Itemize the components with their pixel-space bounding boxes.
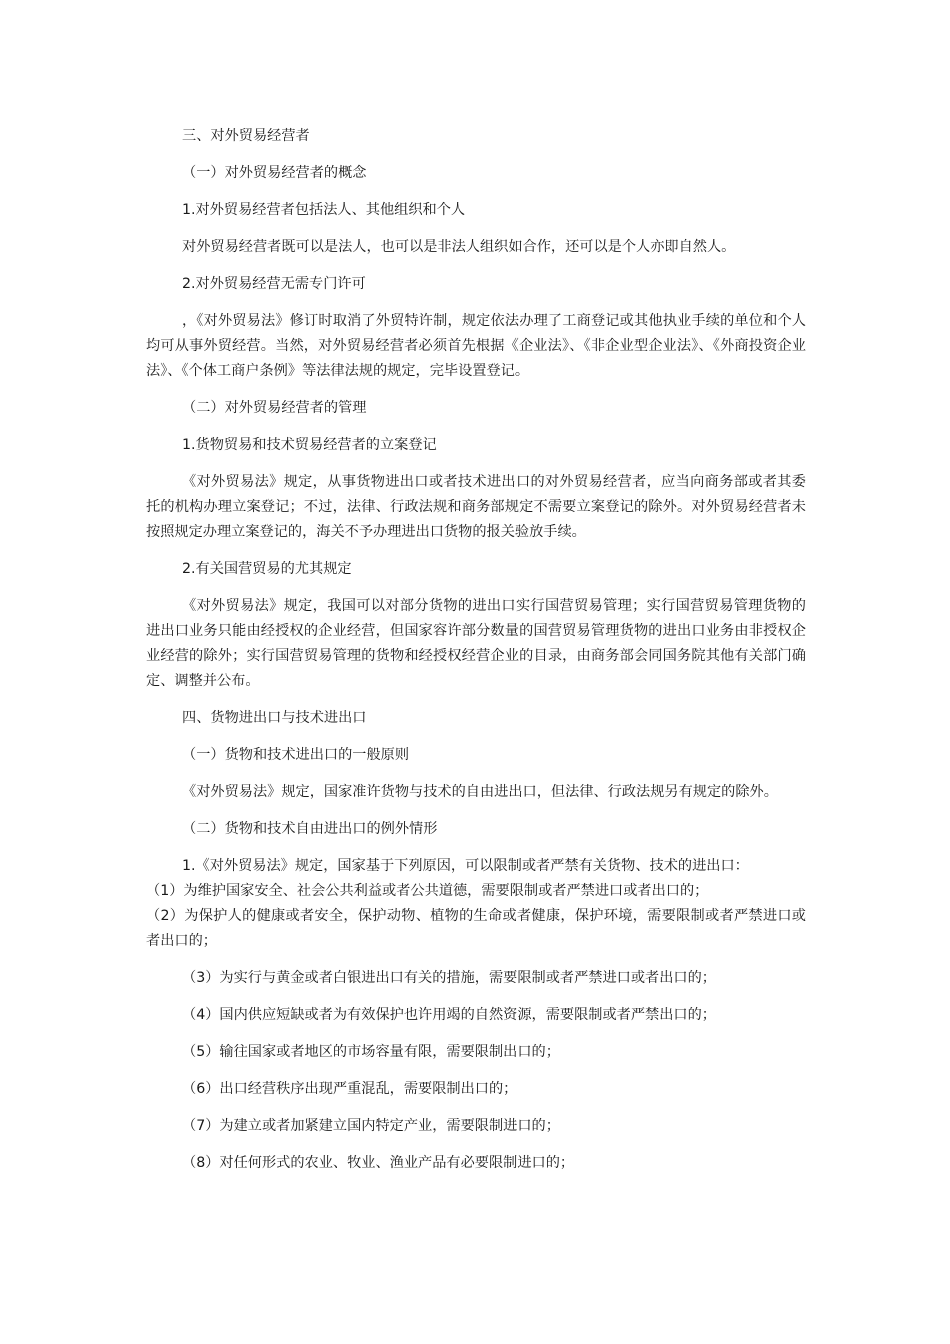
list-item: （4）国内供应短缺或者为有效保护也许用竭的自然资源，需要限制或者严禁出口的； [182,1007,716,1023]
body-paragraph: 《对外贸易法》规定，我国可以对部分货物的进出口实行国营贸易管理；实行国营贸易管理货物的进出口业务只能由经授权的企业经营，但国家容许部分数量的国营贸易管理货物的进出口业务由非授权企业经营的除外；实行国营贸易管理的货物和经授权经营企业的目录，由商务部会同国务院其他有关部门确定、调整并公布。 [146,598,806,689]
list-item: （6）出口经营秩序出现严重混乱，需要限制出口的； [182,1081,518,1097]
list-item: （2）为保护人的健康或者安全，保护动物、植物的生命或者健康，保护环境，需要限制或者严禁进口或者出口的； [146,908,806,949]
subsection-heading: （二）货物和技术自由进出口的例外情形 [182,821,438,837]
document-body [146,124,806,1176]
list-item: （7）为建立或者加紧建立国内特定产业，需要限制进口的； [182,1118,560,1134]
section-heading-3: 三、对外贸易经营者 [182,128,310,144]
body-paragraph: 《对外贸易法》规定，从事货物进出口或者技术进出口的对外贸易经营者，应当向商务部或者其委托的机构办理立案登记；不过，法律、行政法规和商务部规定不需要立案登记的除外。对外贸易经营者未按照规定办理立案登记的，海关不予办理进出口货物的报关验放手续。 [146,474,806,540]
body-paragraph: ，《对外贸易法》修订时取消了外贸特许制，规定依法办理了工商登记或其他执业手续的单位和个人均可从事外贸经营。当然，对外贸易经营者必须首先根据《企业法》、《非企业型企业法》、《外商投资企业法》、《个体工商户条例》等法律法规的规定，完毕设置登记。 [146,313,806,379]
list-item: （5）输往国家或者地区的市场容量有限，需要限制出口的； [182,1044,560,1060]
subsection-heading: （一）对外贸易经营者的概念 [182,165,367,181]
subsection-heading: （二）对外贸易经营者的管理 [182,400,367,416]
section-heading-4: 四、货物进出口与技术进出口 [182,710,367,726]
body-paragraph: 1.《对外贸易法》规定，国家基于下列原因，可以限制或者严禁有关货物、技术的进出口： [182,858,749,874]
list-item: （3）为实行与黄金或者白银进出口有关的措施，需要限制或者严禁进口或者出口的； [182,970,716,986]
item-heading: 1.货物贸易和技术贸易经营者的立案登记 [182,437,437,453]
item-heading: 2.对外贸易经营无需专门许可 [182,276,366,292]
item-heading: 1.对外贸易经营者包括法人、其他组织和个人 [182,202,466,218]
subsection-heading: （一）货物和技术进出口的一般原则 [182,747,410,763]
list-item: （1）为维护国家安全、社会公共利益或者公共道德，需要限制或者严禁进口或者出口的； [146,883,709,899]
body-paragraph: 《对外贸易法》规定，国家准许货物与技术的自由进出口，但法律、行政法规另有规定的除外。 [182,784,778,800]
list-item: （8）对任何形式的农业、牧业、渔业产品有必要限制进口的； [182,1155,575,1171]
body-paragraph: 对外贸易经营者既可以是法人，也可以是非法人组织如合作，还可以是个人亦即自然人。 [182,239,736,255]
item-heading: 2.有关国营贸易的尤其规定 [182,561,352,577]
